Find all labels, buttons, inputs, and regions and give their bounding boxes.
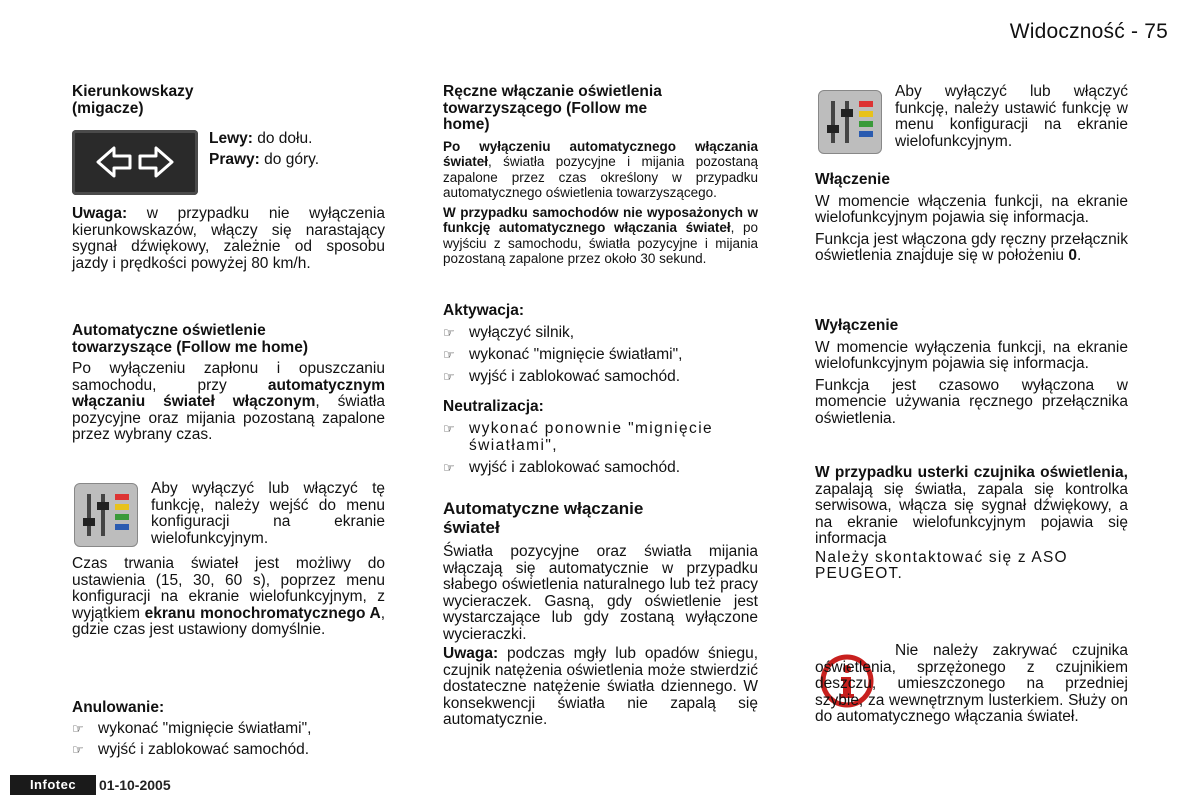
- activation-section: [443, 300, 758, 388]
- activation-title: Aktywacja:: [443, 302, 524, 319]
- pointer-hand-icon: ☞: [443, 369, 455, 384]
- auto-lights-title: Automatyczne włączanie świateł: [443, 499, 644, 537]
- auto-lights-text: Światła pozycyjne oraz światła mijania włączają się automatycznie w przypadku słabego oświetlenia naturalnego lub też pracy wycieraczek. Gasną, gdy oświetlenie jest wystarczające lub gdy zostaną wyłączone wycieraczki.: [443, 543, 758, 643]
- disable-p1: W momencie wyłączenia funkcji, na ekranie wielofunkcyjnym pojawia się informacja.: [815, 338, 1128, 372]
- config-instruction-1: Aby wyłączyć lub włączyć tę funkcję, należy wejść do menu konfiguracji na ekranie wielofunkcyjnym.: [151, 480, 385, 547]
- disable-section: [815, 318, 1128, 427]
- config-menu-icon: [818, 90, 882, 154]
- follow-me-home-auto-section: [72, 323, 385, 444]
- footer-date: 01-10-2005: [99, 777, 171, 793]
- disable-title: Wyłączenie: [815, 317, 899, 334]
- pointer-hand-icon: ☞: [443, 347, 455, 362]
- sensor-fault-text: W przypadku usterki czujnika oświetlenia, zapalają się światła, zapala się kontrolka serwisowa, włącza się sygnał dźwiękowy, a na ekranie wielofunkcyjnym pojawia się informacja: [815, 464, 1128, 547]
- enable-p2: Funkcja jest włączona gdy ręczny przełącznik oświetlenia znajduje się w położeniu 0.: [815, 230, 1128, 264]
- cancel-section: [72, 697, 385, 760]
- indicators-title: Kierunkowskazy (migacze): [72, 83, 194, 117]
- disable-p2: Funkcja jest czasowo wyłączona w momencie używania ręcznego przełącznika oświetlenia.: [815, 376, 1128, 427]
- enable-section: [815, 172, 1128, 265]
- config-menu-icon: [74, 483, 138, 547]
- pointer-hand-icon: ☞: [443, 325, 455, 340]
- contact-dealer-text: Należy skontaktować się z ASO PEUGEOT.: [815, 548, 1068, 582]
- enable-title: Włączenie: [815, 171, 890, 188]
- manual-follow-me-p2: W przypadku samochodów nie wyposażonych w funkcję automatycznego włączania świateł, po wyjściu z samochodu, światła pozycyjne i mijania pozostaną zapalone przez około 30 sekund.: [443, 204, 758, 266]
- auto-lights-section: [443, 499, 758, 729]
- page-header: [1010, 20, 1168, 44]
- cancel-title: Anulowanie:: [72, 699, 165, 716]
- config-instruction-2: Aby wyłączyć lub włączyć funkcję, należy ustawić funkcję w menu konfiguracji na ekranie wielofunkcyjnym.: [895, 83, 1128, 150]
- neutralization-item: ☞ wyjść i zablokować samochód.: [443, 459, 681, 476]
- column-2: [443, 84, 758, 267]
- neutralization-section: [443, 396, 758, 477]
- page-number: 75: [1144, 20, 1168, 43]
- activation-item: ☞ wykonać "mignięcie światłami",: [443, 344, 758, 366]
- sensor-warning-text: Nie należy zakrywać czujnika oświetlenia, sprzężonego z czujnikiem deszczu, umieszczonego na przedniej szybie, za wewnętrznym lusterkiem. Służy on do automatycznego włączania świateł.: [815, 642, 1128, 725]
- header-separator: -: [1130, 20, 1139, 43]
- sensor-fault-section: [815, 465, 1128, 583]
- activation-item: ☞ wyjść i zablokować samochód.: [443, 366, 758, 388]
- right-direction: Prawy: do góry.: [209, 151, 320, 168]
- section-title: Widoczność: [1009, 20, 1125, 43]
- manual-follow-me-title: Ręczne włączanie oświetlenia towarzyszącego (Follow me home): [443, 83, 662, 133]
- follow-me-home-auto-title: Automatyczne oświetlenie towarzyszące (Follow me home): [72, 322, 308, 356]
- neutralization-item: ☞ wykonać ponownie "mignięcie światłami",: [443, 420, 714, 454]
- follow-me-home-auto-text: Po wyłączeniu zapłonu i opuszczaniu samochodu, przy automatycznym włączaniu świateł włączonym, światła pozycyjne oraz mijania pozostaną zapalone przez wybrany czas.: [72, 360, 385, 443]
- pointer-hand-icon: ☞: [443, 460, 455, 475]
- cancel-item: ☞ wykonać "mignięcie światłami",: [72, 720, 312, 737]
- cancel-item: ☞ wyjść i zablokować samochód.: [72, 741, 310, 758]
- pointer-hand-icon: ☞: [72, 742, 84, 757]
- left-direction: Lewy: do dołu.: [209, 130, 313, 147]
- pointer-hand-icon: ☞: [72, 721, 84, 736]
- manual-follow-me-p1: Po wyłączeniu automatycznego włączania świateł, światła pozycyjne i mijania pozostaną zapalone przez czas określony w przypadku automatycznego oświetlenia towarzyszącego.: [443, 138, 758, 200]
- turn-signal-directions: [209, 128, 389, 170]
- turn-signal-arrows-icon: [72, 130, 198, 195]
- neutralization-title: Neutralizacja:: [443, 398, 544, 415]
- activation-item: ☞ wyłączyć silnik,: [443, 322, 758, 344]
- infotec-logo: Infotec: [10, 775, 96, 795]
- enable-p1: W momencie włączenia funkcji, na ekranie wielofunkcyjnym pojawia się informacja.: [815, 192, 1128, 226]
- column-1: [72, 84, 385, 117]
- pointer-hand-icon: ☞: [443, 421, 457, 436]
- auto-lights-note: Uwaga: podczas mgły lub opadów śniegu, czujnik natężenia oświetlenia może stwierdzić dostateczne natężenie światła dziennego. W konsekwencji światła nie zapalą się automatycznie.: [443, 645, 758, 728]
- duration-paragraph: Czas trwania świateł jest możliwy do ustawienia (15, 30, 60 s), poprzez menu konfiguracji na ekranie wielofunkcyjnym, z wyjątkiem ekranu monochromatycznego A, gdzie czas jest ustawiony domyślnie.: [72, 555, 385, 638]
- indicators-note: Uwaga: w przypadku nie wyłączenia kierunkowskazów, włączy się narastający sygnał dźwiękowy, zależnie od sposobu jazdy i prędkości powyżej 80 km/h.: [72, 205, 385, 272]
